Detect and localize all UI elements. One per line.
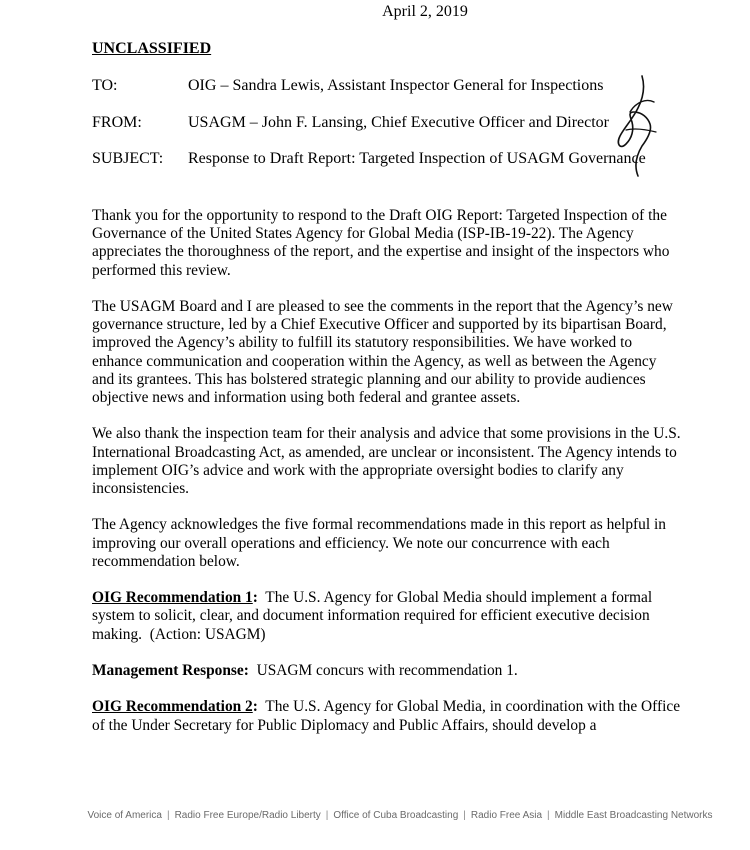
recommendation-1-text: The U.S. Agency for Global Media should implement a formal system to solicit, clear, and document information required for efficient executive decision making. (Action: USAGM) (92, 589, 656, 643)
footer-separator: | (166, 810, 170, 821)
footer-separator: | (547, 810, 550, 821)
footer-item-mbn: Middle East Broadcasting Networks (554, 810, 713, 821)
recommendation-1-title: OIG Recommendation 1 (92, 589, 253, 607)
from-line (92, 114, 609, 132)
recommendation-1-colon: : (252, 589, 258, 607)
memo-date: April 2, 2019 (382, 3, 468, 20)
subject-label: SUBJECT: (92, 150, 164, 167)
memo-body (92, 207, 682, 753)
classification-marking: UNCLASSIFIED (92, 40, 212, 57)
handwritten-signature (612, 72, 662, 180)
from-label: FROM: (92, 114, 142, 131)
to-value: OIG – Sandra Lewis, Assistant Inspector General for Inspections (188, 77, 604, 94)
recommendation-2 (92, 698, 682, 734)
management-response-1-title: Management Response: (92, 662, 249, 679)
footer-networks (0, 810, 750, 821)
footer-item-rfa: Radio Free Asia (470, 810, 543, 821)
footer-item-ocb: Office of Cuba Broadcasting (333, 810, 459, 821)
paragraph-2: The USAGM Board and I are pleased to see the comments in the report that the Agency’s new governance structure, led by a Chief Executive Officer and supported by its bipartisan Board, improved the Agency’s ability to fulfill its statutory responsibilities. We have worked to enhance communication and cooperation within the Agency, as well as between the Agency and its grantees. This has bolstered strategic planning and our ability to provide audiences objective news and information using both federal and grantee assets. (92, 298, 673, 407)
footer-item-rferl: Radio Free Europe/Radio Liberty (174, 810, 321, 821)
paragraph-3: We also thank the inspection team for their analysis and advice that some provisions in the U.S. International Broadcasting Act, as amended, are unclear or inconsistent. The Agency intends to implement OIG’s advice and work with the appropriate oversight bodies to clarify any inconsistencies. (92, 425, 681, 498)
management-response-1 (92, 662, 682, 680)
from-value: USAGM – John F. Lansing, Chief Executive Officer and Director (188, 114, 609, 131)
recommendation-2-colon: : (252, 698, 258, 716)
footer-item-voa: Voice of America (87, 810, 162, 821)
to-label: TO: (92, 77, 118, 94)
management-response-1-text: USAGM concurs with recommendation 1. (248, 662, 518, 679)
paragraph-1: Thank you for the opportunity to respond to the Draft OIG Report: Targeted Inspection of the Governance of the United States Agency for Global Media (ISP-IB-19-22). The Agency appreciates the thoroughness of the report, and the expertise and insight of the inspectors who performed this review. (92, 207, 670, 279)
to-line (92, 77, 603, 95)
subject-line (92, 150, 646, 168)
subject-value: Response to Draft Report: Targeted Inspection of USAGM Governance (188, 150, 646, 167)
recommendation-2-title: OIG Recommendation 2 (92, 698, 253, 716)
recommendation-1 (92, 589, 682, 644)
footer-separator: | (325, 810, 329, 821)
paragraph-4: The Agency acknowledges the five formal recommendations made in this report as helpful in improving our overall operations and efficiency. We note our concurrence with each recommendation below. (92, 516, 666, 570)
recommendation-2-text: The U.S. Agency for Global Media, in coordination with the Office of the Under Secretary for Public Diplomacy and Public Affairs, should develop a (92, 698, 684, 734)
footer-separator: | (463, 810, 466, 821)
